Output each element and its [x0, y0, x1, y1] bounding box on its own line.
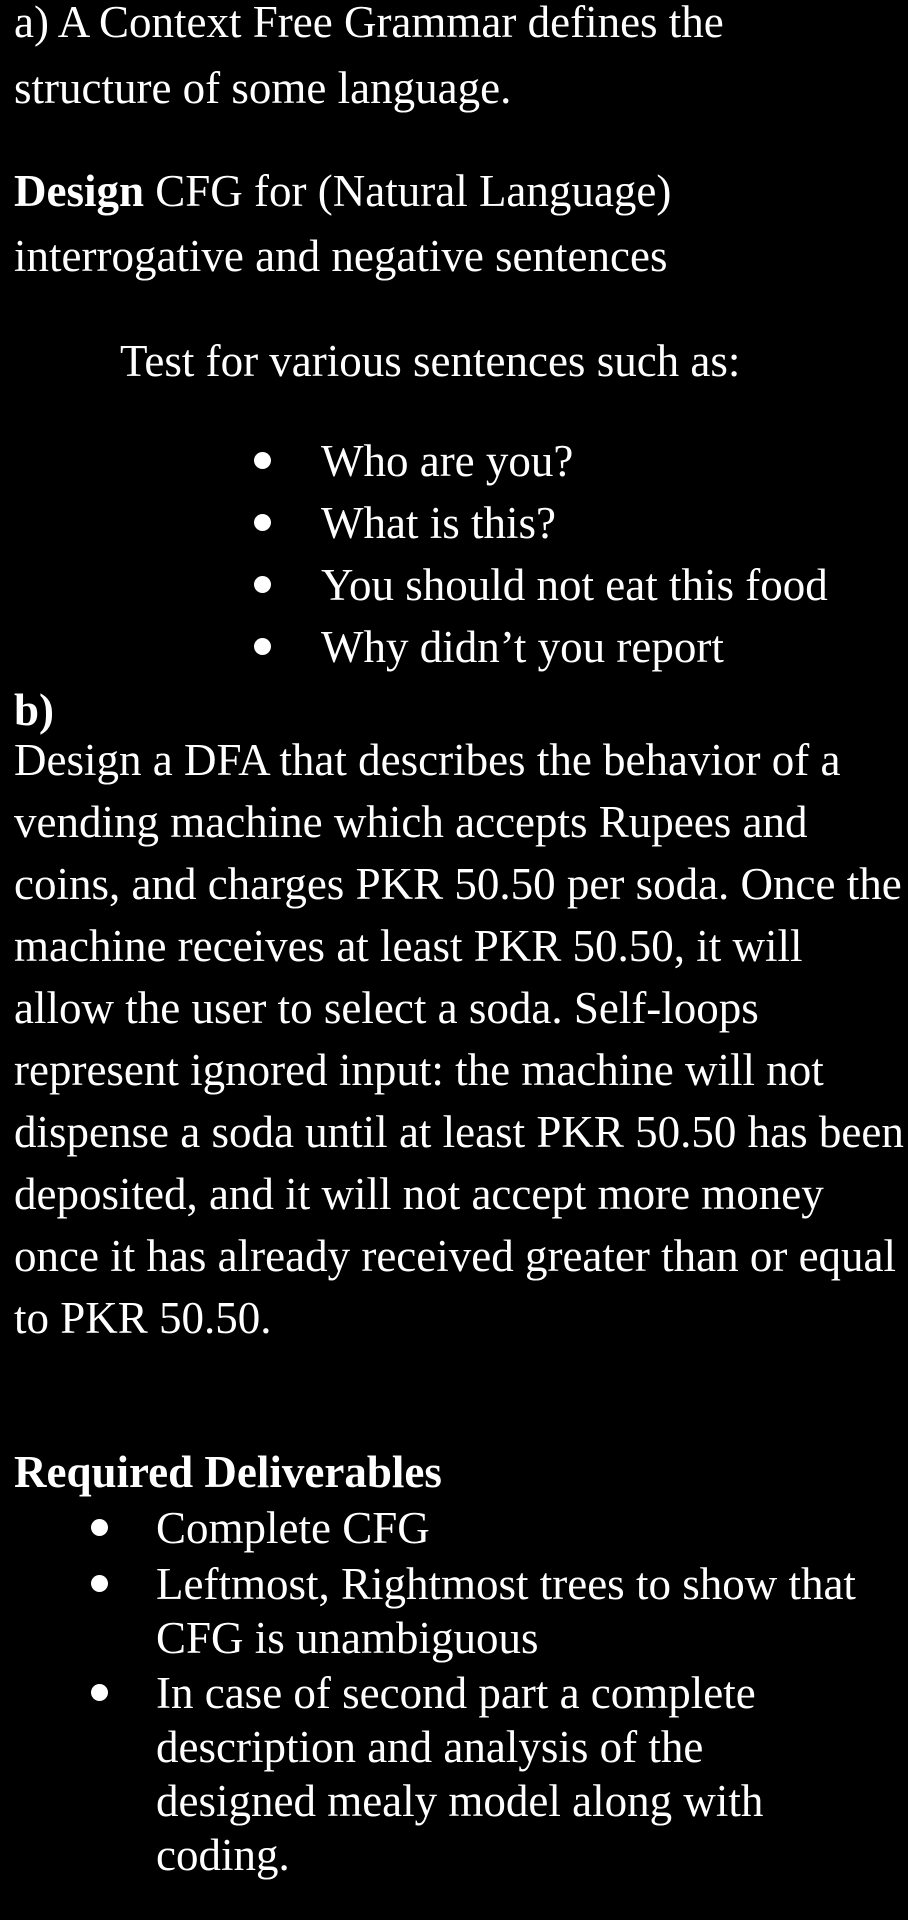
deliverable-item: Complete CFG [156, 1503, 430, 1553]
example-sentence: Who are you? [321, 436, 574, 486]
example-sentence: What is this? [321, 498, 556, 548]
bullet-icon [91, 1575, 108, 1592]
design-rest: CFG for (Natural Language) [144, 166, 672, 216]
deliverables-heading: Required Deliverables [14, 1447, 442, 1497]
deliverable-item: In case of second part a complete description and analysis of the designed mealy model along with coding. [156, 1668, 764, 1880]
part-a-line-1: a) A Context Free Grammar defines the [14, 0, 724, 47]
design-bold-word: Design [14, 166, 145, 216]
example-sentence: Why didn’t you report [321, 622, 724, 672]
test-heading: Test for various sentences such as: [120, 336, 741, 386]
design-line [14, 166, 672, 216]
bullet-icon [254, 638, 271, 655]
bullet-icon [254, 576, 271, 593]
part-b-label: b) [14, 685, 55, 735]
bullet-icon [91, 1519, 108, 1536]
deliverable-item: Leftmost, Rightmost trees to show that CFG is unambiguous [156, 1559, 856, 1663]
bullet-icon [91, 1684, 108, 1701]
part-b-paragraph: Design a DFA that describes the behavior of a vending machine which accepts Rupees and coins, and charges PKR 50.50 per soda. Once the machine receives at least PKR 50.50, it will allow the user to select a soda. Self-loops represent ignored input: the machine will not dispense a soda until at least PKR 50.50 has been deposited, and it will not accept more money once it has already received greater than or equal to PKR 50.50. [14, 735, 904, 1343]
part-a-line-2: structure of some language. [14, 63, 512, 113]
design-line-2: interrogative and negative sentences [14, 231, 668, 281]
bullet-icon [254, 514, 271, 531]
bullet-icon [254, 452, 271, 469]
example-sentence: You should not eat this food [321, 560, 828, 610]
